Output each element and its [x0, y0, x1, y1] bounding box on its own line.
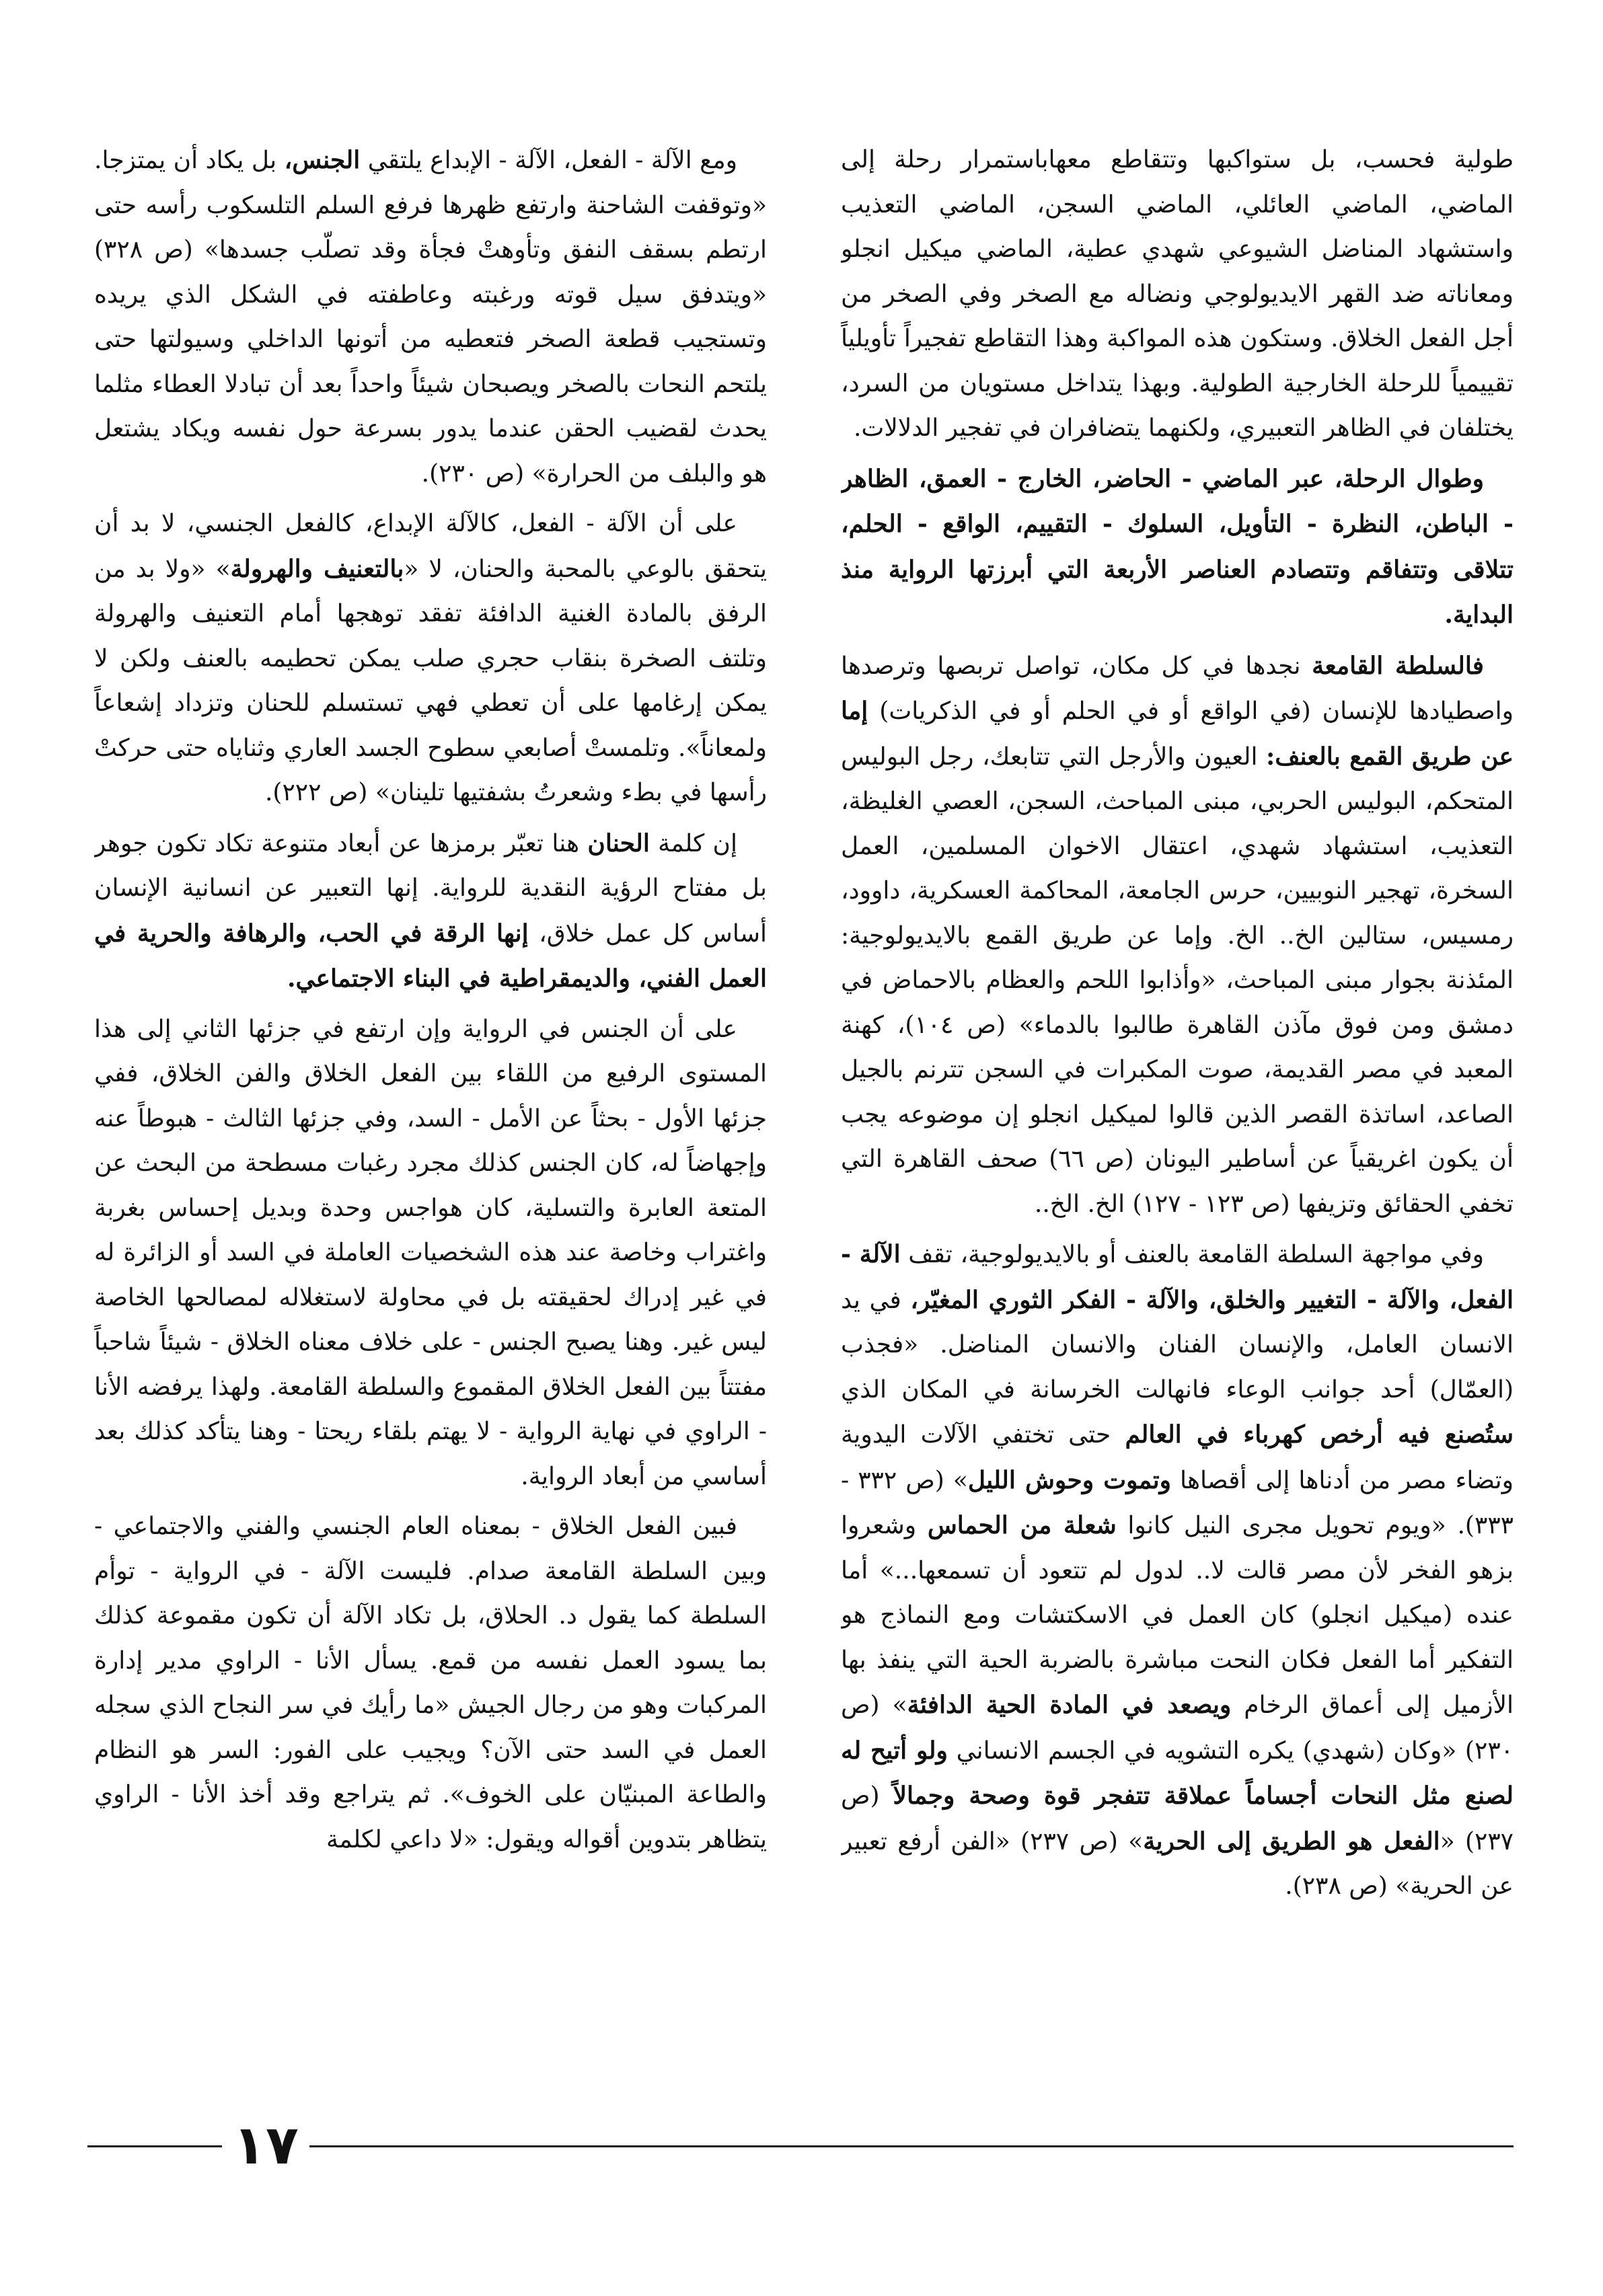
paragraph: فبين الفعل الخلاق - بمعناه العام الجنسي والفني والاجتماعي - وبين السلطة القامعة صدام. فليست الآلة - في الرواية - توأم السلطة كما يقول د. الحلاق، بل تكاد الآلة أن تكون مقموعة كذلك بما يسود العمل نفسه من قمع. يسأل الأنا - الراوي مدير إدارة المركبات وهو من رجال الجيش «ما رأيك في سر النجاح الذي سجله العمل في السد حتى الآن؟ ويجيب على الفور: السر هو النظام والطاعة المبنيّان على الخوف». ثم يتراجع وقد أخذ الأنا - الراوي يتظاهر بتدوين أقواله ويقول: «لا داعي لكلمة [94, 1513, 767, 1853]
bold-text: الآلة - الفعل، والآلة - التغيير والخلق، والآلة - الفكر الثوري المغيّر، [841, 1240, 1514, 1314]
bold-text: بالتعنيف والهرولة [230, 554, 404, 583]
footer-rule-left [87, 2145, 222, 2147]
paragraph [841, 1232, 1514, 1909]
text-run: إن كلمة [649, 829, 737, 857]
text-run: » (ص ٣٣٢ - ٣٣٣). «ويوم تحويل مجرى النيل كانوا [841, 1466, 1514, 1539]
text-run: هنا تعبّر برمزها عن أبعاد متنوعة تكاد تكون جوهر بل مفتاح الرؤية النقدية للرواية. إنها التعبير عن انسانية الإنسان أساس كل عمل خلاق، [94, 829, 767, 948]
page-number: ١٧ [233, 2114, 299, 2176]
footer-rule-right [309, 2145, 1514, 2147]
text-run: وشعروا بزهو الفخر لأن مصر قالت لا.. لدول لم تتعود أن تسمعها...» أما عنده (ميكيل انجلو) كان العمل في الاسكتشات ومع النماذج هو التفكير أما الفعل فكان النحت مباشرة بالضربة الحية التي ينفذ بها الأزميل إلى أعماق الرخام [841, 1512, 1514, 1719]
bold-text: ستُصنع فيه أرخص كهرباء في العالم [1125, 1420, 1514, 1449]
bold-text: الفعل هو الطريق إلى الحرية [1143, 1827, 1440, 1855]
bold-text: إما عن طريق القمع بالعنف: [841, 697, 1514, 771]
paragraph [94, 138, 767, 496]
bold-text: وطوال الرحلة، عبر الماضي - الحاضر، الخارج - العمق، الظاهر - الباطن، النظرة - التأويل، السلوك - التقييم، الواقع - الحلم، تتلاقى وتتفاقم وتتصادم العناصر الأربعة التي أبرزتها الرواية منذ البداية. [841, 464, 1514, 629]
text-run: وفي مواجهة السلطة القامعة بالعنف أو بالايديولوجية، تقف [900, 1241, 1485, 1268]
paragraph: على أن الجنس في الرواية وإن ارتفع في جزئها الثاني إلى هذا المستوى الرفيع من اللقاء بين الفعل الخلاق والفن الخلاق، ففي جزئها الأول - بحثاً عن الأمل - السد، وفي جزئها الثالث - هبوطاً عنه وإجهاضاً له، كان الجنس كذلك مجرد رغبات مسطحة من البحث عن المتعة العابرة والتسلية، كان هواجس وحدة وبديل إحساس بغربة واغتراب وخاصة عند هذه الشخصيات العاملة في السد أو الزائرة له في غير إدراك لحقيقته بل في محاولة لاستغلاله لمصالحها الخاصة ليس غير. وهنا يصبح الجنس - على خلاف معناه الخلاق - شيئاً شاحباً مفتتاً بين الفعل الخلاق المقموع والسلطة القامعة. ولهذا يرفضه الأنا - الراوي في نهاية الرواية - لا يهتم بلقاء ريحتا - وهنا يتأكد كذلك بعد أساسي من أبعاد الرواية. [94, 1015, 767, 1490]
bold-text: الجنس، [284, 146, 361, 174]
paragraph [841, 644, 1514, 1227]
text-run: » (ص ٢٣٧) «الفن أرفع تعبير عن الحرية» (ص ٢٣٨). [841, 1827, 1514, 1900]
text-run: ومع الآلة - الفعل، الآلة - الإبداع يلتقي [360, 147, 737, 174]
paragraph: طولية فحسب، بل ستواكبها وتتقاطع معهاباستمرار رحلة إلى الماضي، الماضي العائلي، الماضي السجن، الماضي التعذيب واستشهاد المناضل الشيوعي شهدي عطية، الماضي ميكيل انجلو ومعاناته ضد القهر الايديولوجي ونضاله مع الصخر وفي الصخر من أجل الفعل الخلاق. وستكون هذه المواكبة وهذا التقاطع تفجيراً تأويلياً تقييمياً للرحلة الخارجية الطولية. وبهذا يتداخل مستويان من السرد، يختلفان في الظاهر التعبيري، ولكنهما يتضافران في تفجير الدلالات. [841, 146, 1514, 442]
text-run: نجدها في كل مكان، تواصل تربصها وترصدها واصطيادها للإنسان (في الواقع أو في الحلم أو في الذكريات) [841, 652, 1514, 725]
bold-text: ويصعد في المادة الحية الدافئة [907, 1691, 1232, 1719]
text-column-right [841, 138, 1514, 2088]
bold-text: فالسلطة القامعة [1312, 651, 1484, 680]
paragraph [94, 502, 767, 816]
text-run: (ص ٢٣٧) « [841, 1782, 1514, 1855]
bold-text: إنها الرقة في الحب، والرهافة والحرية في العمل الفني، والديمقراطية في البناء الاجتماعي. [94, 919, 767, 993]
bold-text: الحنان [587, 829, 650, 857]
text-run: في يد الانسان العامل، والإنسان الفنان والانسان المناضل. «فجذب (العمّال) أحد جوانب الوعاء فانهالت الخرسانة في المكان الذي [841, 1286, 1514, 1404]
text-run: على أن الآلة - الفعل، كالآلة الإبداع، كالفعل الجنسي، لا بد أن يتحقق بالوعي بالمحبة والحنان، لا « [94, 510, 767, 583]
text-run: العيون والأرجل التي تتابعك، رجل البوليس المتحكم، البوليس الحربي، مبنى المباحث، السجن، العصي الغليظة، التعذيب، استشهاد شهدي، اعتقال الاخوان المسلمين، العمل السخرة، تهجير النوبيين، حرس الجامعة، المحاكمة العسكرية، داوود، رمسيس، ستالين الخ.. الخ. وإما عن طريق القمع بالايديولوجية: المئذنة بجوار مبنى المباحث، «وأذابوا اللحم والعظام بالاحماض في دمشق ومن فوق مآذن القاهرة طالبوا بالدماء» (ص ١٠٤)، كهنة المعبد في مصر القديمة، صوت المكبرات في السجن تترنم بالجيل الصاعد، اساتذة القصر الذين قالوا لميكيل انجلو إن موضوعه يجب أن يكون اغريقياً عن أساطير اليونان (ص ٦٦) صحف القاهرة التي تخفي الحقائق وتزيفها (ص ١٢٣ - ١٢٧) الخ. الخ.. [841, 742, 1514, 1218]
bold-text: وتموت وحوش الليل [967, 1465, 1171, 1494]
text-run: حتى تختفي الآلات اليدوية وتضاء مصر من أدناها إلى أقصاها [841, 1421, 1514, 1494]
paragraph [841, 457, 1514, 638]
paragraph [94, 821, 767, 1002]
bold-text: ولو أتيح له لصنع مثل النحات أجساماً عملاقة تتفجر قوة وصحة وجمالاً [841, 1736, 1514, 1810]
text-run: » «ولا بد من الرفق بالمادة الغنية الدافئة تفقد توهجها أمام التعنيف والهرولة وتلتف الصخرة بنقاب حجري صلب يمكن تحطيمه بالعنف ولكن لا يمكن إرغامها على أن تعطي فهي تستسلم للحنان وتزداد إشعاعاً ولمعاناً». وتلمستْ أصابعي سطوح الجسد العاري وثناياه حتى حركتْ رأسها في بطء وشعرتُ بشفتيها تلينان» (ص ٢٢٢). [94, 555, 767, 806]
text-run: بل يكاد أن يمتزجا. «وتوقفت الشاحنة وارتفع ظهرها فرفع السلم التلسكوب رأسه حتى ارتطم بسقف النفق وتأوهتْ فجأة وقد تصلّب جسدها» (ص ٣٢٨) «ويتدفق سيل قوته ورغبته وعاطفته في الشكل الذي يريده وتستجيب قطعة الصخر فتعطيه من أتونها الداخلي وسيولتها حتى يلتحم النحات بالصخر ويصبحان شيئاً واحداً بعد أن تبادلا العطاء مثلما يحدث لقضيب الحقن عندما يدور بسرعة حول نفسه ويكاد يشتعل هو والبلف من الحرارة» (ص ٢٣٠). [94, 147, 767, 488]
bold-text: شعلة من الحماس [927, 1511, 1117, 1539]
text-column-left [94, 138, 767, 2088]
text-run: » (ص ٢٣٠) «وكان (شهدي) يكره التشويه في الجسم الانساني [841, 1691, 1514, 1765]
